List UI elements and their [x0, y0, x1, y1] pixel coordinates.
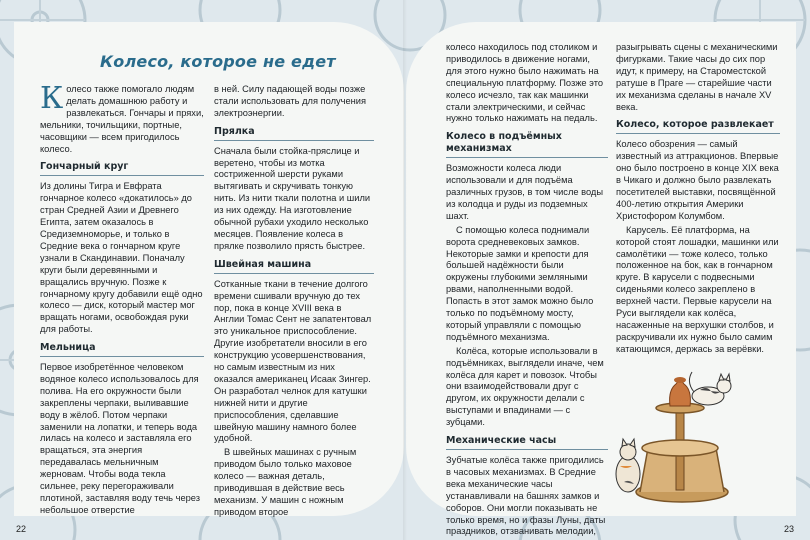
section-title-lifting-mechanisms: Колесо в подъёмных механизмах — [446, 131, 608, 158]
paragraph: Сначала были стойка-пряслице и веретено, чтобы из мотка состриженной шерсти руками вытягивать и скручивать тонкую нить. Из нити ткали полотна и шили из них одежду. На изготовление обычной рубахи уходило несколько месяцев. Появление колеса в прялке позволило прясть быстрее. — [214, 145, 371, 251]
section-title-spinning-wheel: Прялка — [214, 126, 374, 141]
paragraph: Карусель. Её платформа, на которой стоят лошадки, машинки или самолётики — тоже колесо, только положенное на бок, как в гончарном круге. В карусели с подвесными сиденьями колесо закреплено в верхней части. Первые карусели на Руси выглядели как колёса, насаженные на верхушки столбов, и раскручивали их нужно было самим катающимся, держась за верёвки. — [616, 224, 779, 354]
section-title-pottery-wheel: Гончарный круг — [40, 161, 204, 176]
page-number-left: 22 — [16, 524, 27, 534]
column-1 — [40, 81, 204, 519]
section-title-mechanical-clock: Механические часы — [446, 435, 608, 450]
paragraph: Сотканные ткани в течение долгого времени сшивали вручную до тех пор, пока в конце XVIII века в Англии Томас Сент не запатентовал это уникальное приспособление. Другие изобретатели вносили в его конструкцию усовершенствования, но самым известным из них оказался американец Исаак Зингер. Он разработал челнок для катушки нижней нити и другие приспособления, сделавшие швейную машину намного более удобной. — [214, 278, 372, 444]
page-title: Колесо, которое не едет — [100, 52, 336, 71]
paragraph: в ней. Силу падающей воды позже стали использовать для получения электроэнергии. — [214, 84, 367, 118]
cat-bottom — [616, 439, 640, 492]
section-title-mill: Мельница — [40, 342, 204, 357]
column-3 — [446, 42, 608, 540]
cat-top — [689, 372, 731, 405]
paragraph: Зубчатые колёса также пригодились в часовых механизмах. В Средние века механические часы устанавливали на башнях замков и соборов. Они могли показывать не только время, но и фазы Луны, даты праздников, отзванивать мелодии, — [446, 455, 606, 537]
book-gutter — [403, 0, 407, 540]
section-title-sewing-machine: Швейная машина — [214, 259, 374, 274]
paragraph: Колёса, которые использовали в подъёмниках, выглядели иначе, чем колёса для карет и повозок. Чтобы они взаимодействовали друг с другом, их окружности делали с выступами и впадинами — с зубцами. — [446, 345, 604, 428]
drop-cap: К — [40, 81, 64, 116]
paragraph: разыгрывать сцены с механическими фигурками. Такие часы до сих пор идут, к примеру, на Староместской ратуше в Праге — старейшие части их механизма сделаны в начале XV века. — [616, 42, 778, 112]
paragraph: Возможности колеса люди использовали и для подъёма различных грузов, в том числе воды из колодца и руды из подземных шахт. — [446, 163, 604, 221]
paragraph: Колесо обозрения — самый известный из аттракционов. Впервые оно было построено в конце XIX века в Чикаго и должно было развлекать посетителей выставки, посвящённой 400-летию открытия Америки Христофором Колумбом. — [616, 139, 779, 221]
pottery-wheel-cats-illustration — [610, 356, 740, 506]
paragraph: С помощью колеса поднимали ворота средневековых замков. Некоторые замки и крепости для большей надёжности были окружены глубокими земляными рвами, наполненными водой. Попасть в этот замок можно было только по подъёмному мосту, который управляли с помощью подъёмного механизма. — [446, 224, 594, 342]
paragraph: Первое изобретённое человеком водяное колесо использовалось для полива. На его окружности были закреплены черпаки, выливавшие воду в жёлоб. Потом черпаки заменили на лопатки, и теперь вода лилась на колесо и заставляла его вращаться, эта энергия передавалась мельничным жерновам. Чтобы вода текла сильнее, реку перегораживали плотиной, заставляя воду течь через небольшое отверстие — [40, 362, 201, 515]
paragraph: Из долины Тигра и Евфрата гончарное колесо «докатилось» до стран Средней Азии и Древнего Египта, затем оказалось в Средиземноморье, и только в Средние века о гончарном круге узнали в Скандинавии. Поначалу круги были деревянными и вращались вручную. Позже к гончарному кругу добавили ещё одно колесо — диск, который мастер мог вращать ногами, освобождая руки для работы. — [40, 181, 203, 335]
intro-paragraph — [40, 81, 204, 155]
paragraph: колесо находилось под столиком и приводилось в движение ногами, для этого нужно было нажимать на специальную платформу. Позже это колесо исчезло, так как машинки стали электрическими, и сейчас нужно только нажимать на педаль. — [446, 42, 604, 124]
intro-text: олесо также помогало людям делать домашнюю работу и развлекаться. Гончары и пряхи, мельники, точильщики, портные, часовщики — всем пригодилось колесо. — [40, 84, 204, 154]
section-title-entertainment-wheel: Колесо, которое развлекает — [616, 119, 780, 134]
paragraph: В швейных машинах с ручным приводом было только маховое колесо — важная деталь, приводившая в действие весь механизм. У машин с ножным приводом второе — [214, 447, 357, 517]
column-4 — [616, 42, 780, 358]
column-2 — [214, 84, 374, 521]
page-number-right: 23 — [784, 524, 795, 534]
